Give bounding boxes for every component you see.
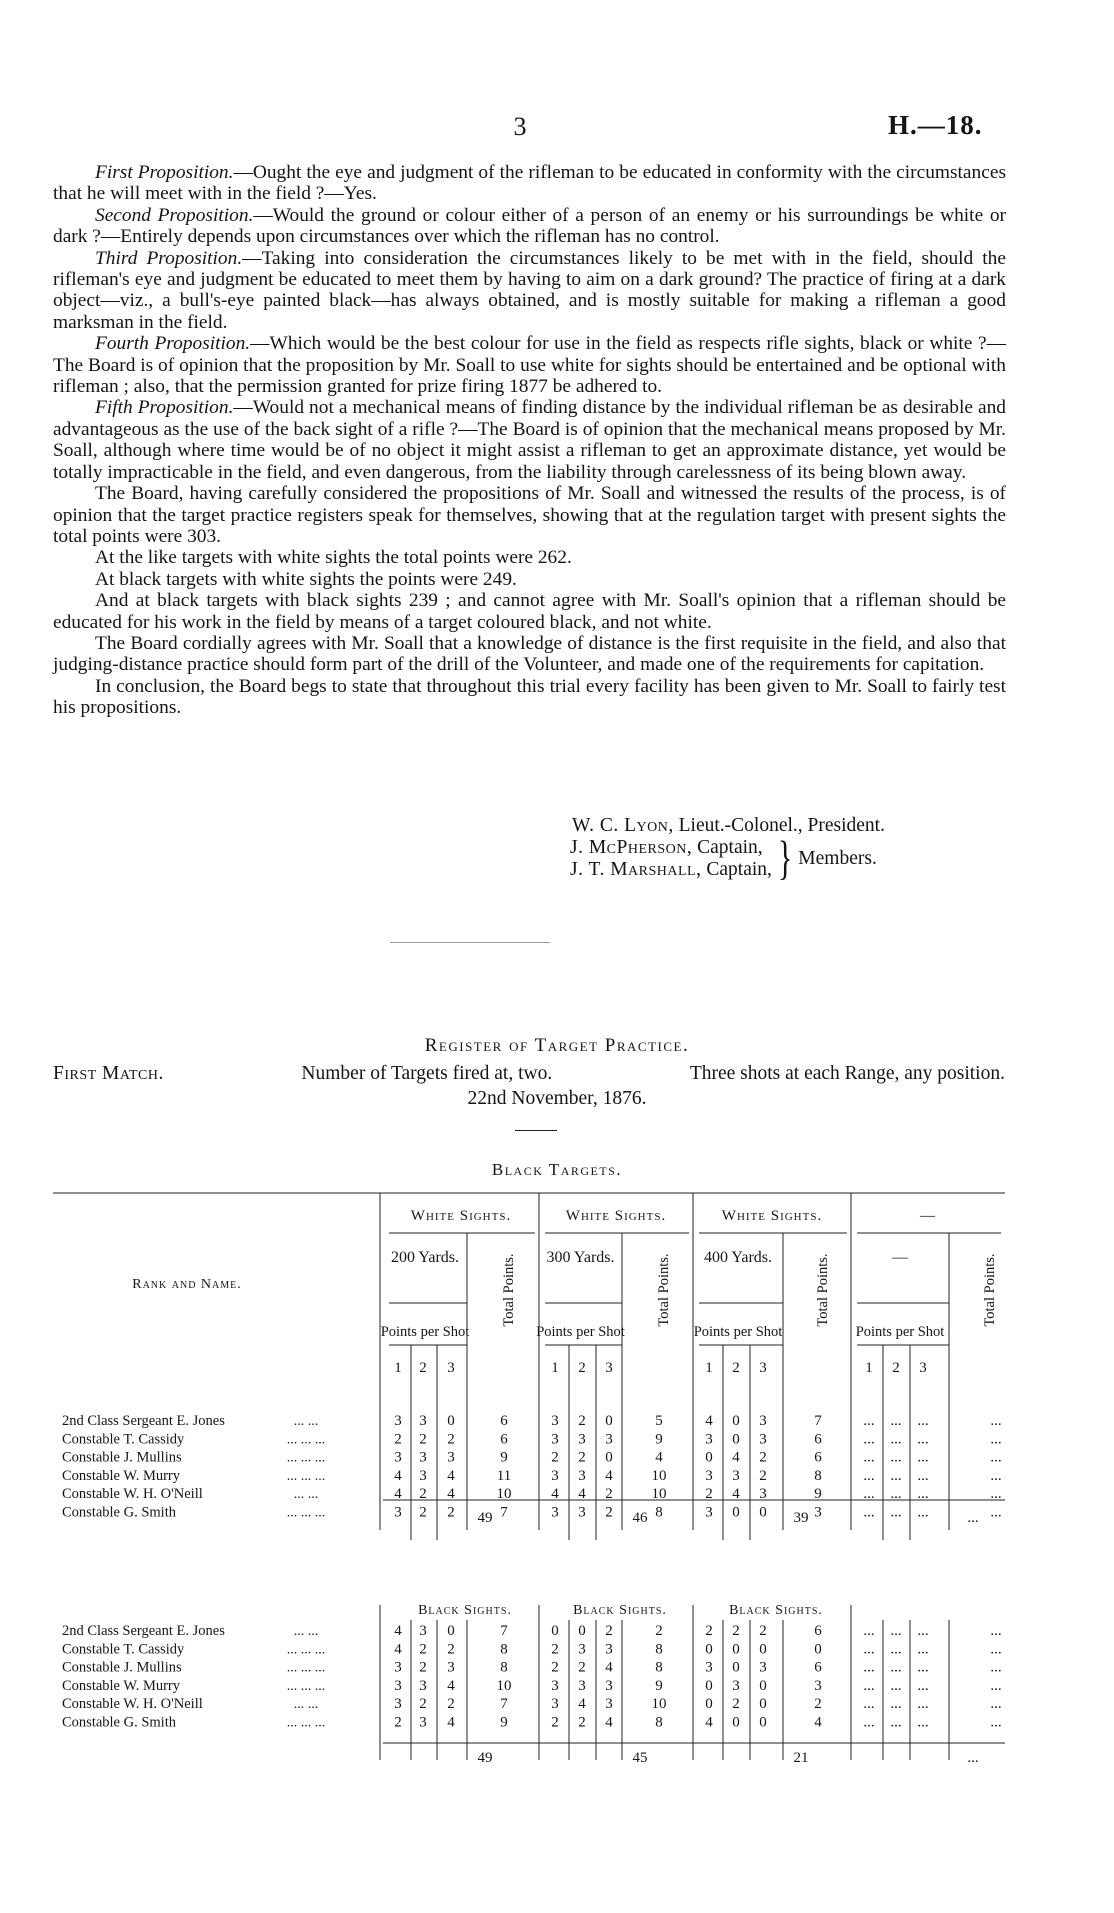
shot-value: 4	[578, 1696, 586, 1713]
shot-value: 2	[605, 1486, 613, 1503]
total-value: 4	[655, 1449, 663, 1466]
shot-value: ...	[863, 1449, 875, 1466]
column-total: ...	[967, 1510, 979, 1526]
total-value: 3	[814, 1677, 822, 1694]
rank-name: Constable T. Cassidy	[62, 1641, 185, 1658]
rank-name: Constable W. Murry	[62, 1467, 181, 1484]
shot-value: ...	[917, 1714, 929, 1731]
shot-value: 3	[578, 1431, 586, 1448]
shot-value: 2	[419, 1504, 427, 1521]
total-value: 3	[814, 1504, 822, 1521]
leader-dots: ... ... ...	[286, 1660, 326, 1676]
shot-value: 2	[578, 1413, 586, 1429]
total-points-header: Total Points.	[815, 1253, 831, 1327]
leader-dots: ... ...	[293, 1697, 319, 1713]
shot-value: 2	[578, 1449, 586, 1466]
shot-value: 2	[419, 1696, 427, 1713]
shot-value: 0	[759, 1677, 767, 1694]
shot-value: ...	[890, 1623, 902, 1639]
shot-number: 2	[578, 1360, 586, 1376]
shot-value: 0	[759, 1641, 767, 1658]
proposition-lead: Fourth Proposition.	[95, 333, 251, 355]
paragraph-text: —Would not a mechanical means of finding distance by the individual rifleman be as desirable and advantageous as the use of the back sight of a rifle ?—The Board is of opinion that the mechanical means proposed by Mr. Soall, although where time would be of no object it might assist a rifleman to get an approximate distance, yet would be totally impracticable in the field, and even dangerous, from the liability through carelessness of its being blown away.	[53, 397, 1006, 483]
shot-value: 3	[394, 1449, 402, 1466]
shot-value: 2	[419, 1486, 427, 1503]
shot-value: ...	[890, 1486, 902, 1503]
total-value: ...	[990, 1449, 1002, 1466]
sights-header: White Sights.	[410, 1208, 512, 1224]
shot-value: ...	[917, 1623, 929, 1639]
leader-dots: ... ... ...	[286, 1432, 326, 1448]
total-value: 9	[500, 1714, 508, 1731]
shot-value: 3	[394, 1659, 402, 1676]
shot-value: 2	[732, 1623, 740, 1639]
shot-value: 2	[394, 1714, 402, 1731]
shot-value: 0	[705, 1641, 713, 1658]
column-total: 49	[477, 1750, 493, 1766]
shot-value: 0	[705, 1449, 713, 1466]
shot-value: 2	[705, 1486, 713, 1503]
total-value: 4	[814, 1714, 822, 1731]
register-title: Register of Target Practice.	[424, 1035, 690, 1056]
proposition-lead: Second Proposition.	[95, 204, 254, 226]
total-value: 8	[655, 1504, 663, 1521]
shot-value: 3	[732, 1677, 740, 1694]
total-value: 2	[814, 1696, 822, 1713]
shot-value: 3	[705, 1467, 713, 1484]
shot-value: 4	[394, 1623, 402, 1639]
shot-value: ...	[890, 1641, 902, 1658]
shot-value: ...	[863, 1431, 875, 1448]
shot-value: 0	[732, 1641, 740, 1658]
shot-value: 0	[705, 1696, 713, 1713]
leader-dots: ... ...	[293, 1624, 319, 1639]
leader-dots: ... ... ...	[286, 1450, 326, 1466]
shot-value: 4	[551, 1486, 559, 1503]
paragraph-text: —Which would be the best colour for use in the field as respects rifle sights, black or white ?—The Board is of opinion that the proposition by Mr. Soall to use white for sights should be entertained and be optional with rifleman ; also, that the permission granted for prize firing 1877 be adhered to.	[53, 333, 1006, 398]
column-total: 45	[632, 1750, 648, 1766]
rank-name: Constable G. Smith	[62, 1714, 176, 1731]
paragraph-text: At black targets with white sights the points were 249.	[95, 568, 517, 590]
total-value: 7	[500, 1696, 508, 1713]
page-number: 3	[513, 112, 527, 141]
shot-value: 3	[578, 1504, 586, 1521]
shot-value: ...	[917, 1641, 929, 1658]
shot-value: ...	[863, 1714, 875, 1731]
shot-value: 0	[732, 1413, 740, 1429]
shot-value: 2	[605, 1623, 613, 1639]
shot-value: 0	[447, 1623, 455, 1639]
total-value: ...	[990, 1467, 1002, 1484]
total-value: 10	[496, 1677, 512, 1694]
rank-name: Constable T. Cassidy	[62, 1431, 185, 1448]
shot-value: 4	[705, 1714, 713, 1731]
total-value: ...	[990, 1413, 1002, 1429]
shot-value: 2	[732, 1696, 740, 1713]
shot-value: 0	[759, 1696, 767, 1713]
shot-value: ...	[890, 1696, 902, 1713]
paragraph-text: —Would the ground or colour either of a person of an enemy or his surroundings be white or dark ?—Entirely depends upon circumstances over which the rifleman has no control.	[53, 204, 1006, 248]
leader-dots: ... ... ...	[286, 1505, 326, 1521]
column-total: ...	[967, 1750, 979, 1766]
shot-number: 2	[892, 1360, 900, 1376]
shot-value: 3	[551, 1413, 559, 1429]
total-value: 8	[500, 1641, 508, 1658]
shot-value: ...	[863, 1623, 875, 1639]
total-value: ...	[990, 1696, 1002, 1713]
proposition-lead: First Proposition.	[95, 162, 234, 183]
leader-dots: ... ... ...	[286, 1678, 326, 1694]
section-title: Black Targets.	[491, 1160, 623, 1179]
paragraph-text: At the like targets with white sights the total points were 262.	[95, 547, 572, 569]
sights-header: White Sights.	[721, 1208, 823, 1224]
shot-value: 2	[578, 1659, 586, 1676]
shot-value: 3	[605, 1696, 613, 1713]
shot-value: 4	[447, 1467, 455, 1484]
shot-value: ...	[917, 1467, 929, 1484]
shot-value: 3	[605, 1641, 613, 1658]
total-value: 10	[651, 1696, 667, 1713]
shot-value: ...	[890, 1467, 902, 1484]
rank-header: Rank and Name.	[132, 1277, 242, 1292]
shot-value: 4	[394, 1467, 402, 1484]
shot-value: 2	[447, 1641, 455, 1658]
shot-value: ...	[917, 1696, 929, 1713]
shot-value: 3	[759, 1413, 767, 1429]
total-value: 7	[814, 1413, 822, 1429]
shot-value: 3	[447, 1659, 455, 1676]
sights-header: —	[920, 1208, 936, 1224]
proposition-lead: Third Proposition.	[95, 247, 243, 269]
shot-value: 4	[447, 1714, 455, 1731]
shot-value: 2	[551, 1641, 559, 1658]
shot-value: 3	[705, 1431, 713, 1448]
shot-value: ...	[863, 1486, 875, 1503]
shot-value: 2	[447, 1696, 455, 1713]
total-value: ...	[990, 1659, 1002, 1676]
shot-value: 0	[732, 1504, 740, 1521]
total-value: ...	[990, 1714, 1002, 1731]
shot-value: ...	[890, 1449, 902, 1466]
total-value: 10	[651, 1467, 667, 1484]
total-value: 9	[655, 1431, 663, 1448]
member-title: Captain,	[697, 837, 763, 858]
points-per-shot-header: Points per Shot	[380, 1324, 470, 1340]
members-label: Members.	[798, 848, 877, 869]
shot-value: 3	[394, 1413, 402, 1429]
shot-value: 2	[551, 1714, 559, 1731]
rank-name: Constable W. H. O'Neill	[62, 1486, 203, 1503]
shot-value: ...	[890, 1413, 902, 1429]
column-total: 21	[793, 1750, 809, 1766]
total-value: ...	[990, 1623, 1002, 1639]
targets-text: Number of Targets fired at, two.	[301, 1063, 553, 1084]
shot-number: 3	[605, 1360, 613, 1376]
total-value: 8	[655, 1641, 663, 1658]
shot-value: 2	[759, 1623, 767, 1639]
total-value: 9	[500, 1449, 508, 1466]
total-value: 6	[814, 1623, 822, 1639]
total-points-header: Total Points.	[982, 1253, 998, 1327]
shot-value: ...	[863, 1413, 875, 1429]
shot-value: ...	[890, 1504, 902, 1521]
president-name: W. C. Lyon,	[572, 815, 674, 836]
total-value: 6	[500, 1431, 508, 1448]
shot-number: 3	[447, 1360, 455, 1376]
shot-value: 3	[551, 1504, 559, 1521]
total-value: 8	[500, 1659, 508, 1676]
shot-value: 2	[605, 1504, 613, 1521]
shot-value: 2	[419, 1431, 427, 1448]
shot-value: 3	[759, 1486, 767, 1503]
shot-value: 0	[732, 1659, 740, 1676]
brace-glyph: }	[777, 831, 793, 885]
shot-value: 3	[551, 1431, 559, 1448]
total-value: 8	[655, 1714, 663, 1731]
shot-value: 4	[732, 1486, 740, 1503]
total-value: 2	[655, 1623, 663, 1639]
member-name: J. McPherson,	[570, 837, 693, 858]
shot-number: 3	[919, 1360, 927, 1376]
shots-text: Three shots at each Range, any position.	[689, 1063, 1005, 1084]
shot-value: 0	[447, 1413, 455, 1429]
shot-value: ...	[917, 1504, 929, 1521]
rank-name: Constable J. Mullins	[62, 1659, 182, 1676]
shot-value: 3	[447, 1449, 455, 1466]
column-total: 39	[793, 1510, 809, 1526]
shot-value: 0	[605, 1413, 613, 1429]
shot-value: 3	[578, 1641, 586, 1658]
shot-value: 2	[447, 1504, 455, 1521]
member-title: Captain,	[706, 859, 772, 880]
rank-name: 2nd Class Sergeant E. Jones	[62, 1623, 225, 1639]
shot-value: ...	[890, 1431, 902, 1448]
total-value: 6	[814, 1449, 822, 1466]
range-header: 300 Yards.	[546, 1249, 615, 1266]
shot-value: ...	[863, 1659, 875, 1676]
shot-value: ...	[863, 1641, 875, 1658]
range-header: 400 Yards.	[703, 1249, 773, 1266]
points-per-shot-header: Points per Shot	[855, 1324, 945, 1340]
black-sights-header: Black Sights.	[418, 1603, 512, 1618]
total-points-header: Total Points.	[656, 1253, 672, 1327]
shot-value: ...	[863, 1504, 875, 1521]
shot-value: 2	[419, 1641, 427, 1658]
shot-value: 3	[578, 1467, 586, 1484]
rank-name: Constable G. Smith	[62, 1504, 176, 1521]
shot-number: 2	[419, 1360, 427, 1376]
range-header: —	[892, 1249, 908, 1266]
shot-value: 3	[394, 1696, 402, 1713]
shot-value: 4	[578, 1486, 586, 1503]
shot-value: 3	[419, 1413, 427, 1429]
total-value: 6	[814, 1659, 822, 1676]
total-value: 9	[655, 1677, 663, 1694]
paragraph-text: —Ought the eye and judgment of the rifleman to be educated in conformity with the circumstances that he will meet with in the field ?—Yes.	[53, 162, 1006, 205]
proposition-lead: Fifth Proposition.	[95, 397, 234, 419]
shot-value: 2	[447, 1431, 455, 1448]
total-value: ...	[990, 1641, 1002, 1658]
paragraph-text: And at black targets with black sights 239 ; and cannot agree with Mr. Soall's opinion that a rifleman should be educated for his work in the field by means of a target coloured black, and not white.	[53, 590, 1006, 633]
shot-value: 3	[759, 1659, 767, 1676]
rank-name: 2nd Class Sergeant E. Jones	[62, 1413, 225, 1429]
column-total: 46	[632, 1510, 648, 1526]
total-value: 0	[814, 1641, 822, 1658]
shot-value: 2	[578, 1714, 586, 1731]
shot-value: 0	[759, 1504, 767, 1521]
shot-value: 3	[419, 1623, 427, 1639]
rank-name: Constable W. H. O'Neill	[62, 1696, 203, 1713]
shot-value: 2	[551, 1449, 559, 1466]
total-value: 5	[655, 1413, 663, 1429]
black-sights-header: Black Sights.	[573, 1603, 667, 1618]
points-per-shot-header: Points per Shot	[693, 1324, 783, 1340]
sights-header: White Sights.	[565, 1208, 667, 1224]
shot-value: ...	[863, 1677, 875, 1694]
shot-value: 4	[605, 1714, 613, 1731]
total-value: ...	[990, 1486, 1002, 1503]
shot-value: 3	[605, 1677, 613, 1694]
shot-value: 2	[705, 1623, 713, 1639]
shot-value: 0	[732, 1714, 740, 1731]
shot-value: 3	[732, 1467, 740, 1484]
shot-value: ...	[890, 1677, 902, 1694]
match-date: 22nd November, 1876.	[467, 1088, 647, 1109]
match-label: First Match.	[53, 1063, 164, 1084]
shot-number: 1	[705, 1360, 713, 1376]
shot-value: 4	[705, 1413, 713, 1429]
shot-value: 2	[551, 1659, 559, 1676]
shot-value: 3	[394, 1504, 402, 1521]
points-per-shot-header: Points per Shot	[536, 1324, 625, 1340]
shot-value: 2	[759, 1467, 767, 1484]
shot-value: 3	[578, 1677, 586, 1694]
member-name: J. T. Marshall,	[570, 859, 702, 880]
president-title: Lieut.-Colonel., President.	[678, 815, 885, 836]
shot-value: 0	[551, 1623, 559, 1639]
shot-number: 1	[394, 1360, 402, 1376]
leader-dots: ... ... ...	[286, 1468, 326, 1484]
leader-dots: ... ... ...	[286, 1715, 326, 1731]
shot-value: 2	[419, 1659, 427, 1676]
total-value: 7	[500, 1623, 508, 1639]
shot-value: ...	[890, 1659, 902, 1676]
total-value: 7	[500, 1504, 508, 1521]
shot-value: 4	[447, 1677, 455, 1694]
range-header: 200 Yards.	[390, 1249, 460, 1266]
shot-value: 4	[605, 1467, 613, 1484]
total-value: 10	[496, 1486, 512, 1503]
shot-value: 2	[394, 1431, 402, 1448]
shot-value: 3	[419, 1714, 427, 1731]
shot-value: 3	[419, 1677, 427, 1694]
total-value: 11	[496, 1467, 512, 1484]
shot-number: 1	[865, 1360, 873, 1376]
shot-value: ...	[917, 1486, 929, 1503]
black-sights-header: Black Sights.	[729, 1603, 823, 1618]
shot-value: ...	[890, 1714, 902, 1731]
shot-value: 4	[394, 1486, 402, 1503]
shot-number: 2	[732, 1360, 740, 1376]
paragraph-text: The Board cordially agrees with Mr. Soall that a knowledge of distance is the first requisite in the field, and also that judging-distance practice should form part of the drill of the Volunteer, and made one of the requirements for capitation.	[53, 632, 1006, 676]
rank-name: Constable W. Murry	[62, 1677, 181, 1694]
shot-value: 3	[419, 1467, 427, 1484]
shot-value: 0	[759, 1714, 767, 1731]
shot-value: ...	[863, 1696, 875, 1713]
shot-value: 4	[605, 1659, 613, 1676]
total-value: 6	[500, 1413, 508, 1429]
paragraph-text: —Taking into consideration the circumstances likely to be met with in the field, should the rifleman's eye and judgment be educated to meet them by having to aim on a dark ground? The practice of firing at a dark object—viz., a bull's-eye painted black—has always obtained, and is mostly suitable for making a rifleman a good marksman in the field.	[53, 247, 1006, 333]
shot-value: 3	[605, 1431, 613, 1448]
shot-value: 4	[447, 1486, 455, 1503]
column-total: 49	[477, 1510, 493, 1526]
paragraph-text: In conclusion, the Board begs to state that throughout this trial every facility has been given to Mr. Soall to fairly test his propositions.	[53, 675, 1006, 719]
total-value: 10	[651, 1486, 667, 1503]
shot-value: 3	[759, 1431, 767, 1448]
total-value: 9	[814, 1486, 822, 1503]
total-value: 8	[655, 1659, 663, 1676]
shot-value: 0	[578, 1623, 586, 1639]
shot-value: ...	[917, 1431, 929, 1448]
shot-value: 0	[605, 1449, 613, 1466]
leader-dots: ... ... ...	[286, 1642, 326, 1658]
shot-value: ...	[863, 1467, 875, 1484]
total-value: 6	[814, 1431, 822, 1448]
shot-value: 3	[551, 1696, 559, 1713]
shot-value: 0	[732, 1431, 740, 1448]
total-value: ...	[990, 1677, 1002, 1694]
total-value: 8	[814, 1467, 822, 1484]
total-points-header: Total Points.	[501, 1253, 517, 1327]
shot-value: ...	[917, 1413, 929, 1429]
shot-value: 4	[732, 1449, 740, 1466]
shot-value: 0	[705, 1677, 713, 1694]
shot-value: 2	[759, 1449, 767, 1466]
shot-value: ...	[917, 1659, 929, 1676]
shot-value: 3	[394, 1677, 402, 1694]
shot-value: 3	[551, 1467, 559, 1484]
shot-value: 3	[419, 1449, 427, 1466]
shot-value: ...	[917, 1449, 929, 1466]
total-value: ...	[990, 1504, 1002, 1521]
shot-number: 1	[551, 1360, 559, 1376]
shot-value: 4	[394, 1641, 402, 1658]
rank-name: Constable J. Mullins	[62, 1449, 182, 1466]
paragraph-text: The Board, having carefully considered the propositions of Mr. Soall and witnessed the results of the process, is of opinion that the target practice registers speak for themselves, showing that at the regulation target with present sights the total points were 303.	[53, 483, 1006, 547]
shot-value: ...	[917, 1677, 929, 1694]
shot-value: 3	[705, 1659, 713, 1676]
document-code: H.—18.	[888, 110, 983, 140]
leader-dots: ... ...	[293, 1414, 319, 1429]
shot-value: 3	[705, 1504, 713, 1521]
total-value: ...	[990, 1431, 1002, 1448]
shot-value: 3	[551, 1677, 559, 1694]
shot-number: 3	[759, 1360, 767, 1376]
leader-dots: ... ...	[293, 1487, 319, 1503]
